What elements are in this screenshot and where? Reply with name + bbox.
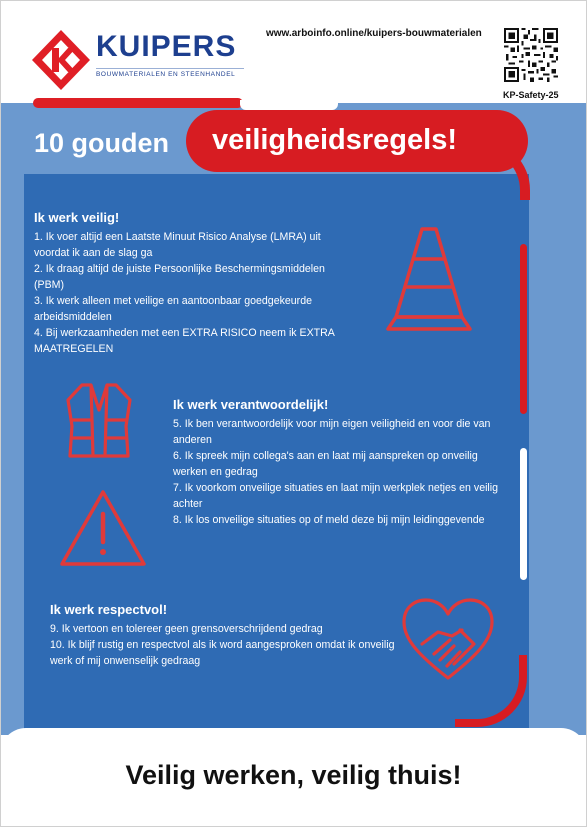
side-accent-red — [520, 244, 527, 414]
section-heading: Ik werk respectvol! — [50, 602, 168, 617]
heart-handshake-icon — [400, 596, 496, 682]
title-part1: 10 gouden — [34, 128, 170, 158]
section-respectvol — [50, 602, 405, 669]
brand-name: KUIPERS — [96, 30, 237, 63]
section-heading: Ik werk verantwoordelijk! — [173, 397, 329, 412]
rule-item: 1. Ik voer altijd een Laatste Minuut Risico Analyse (LMRA) uit voordat ik aan de slag ga — [34, 231, 321, 259]
rule-item: 3. Ik werk alleen met veilige en aantoonbaar goedgekeurde arbeidsmiddelen — [34, 295, 312, 323]
rule-item: 2. Ik draag altijd de juiste Persoonlijke Beschermingsmiddelen (PBM) — [34, 263, 325, 291]
rule-item: 9. Ik vertoon en tolereer geen grensoverschrijdend gedrag — [50, 623, 323, 635]
rule-item: 6. Ik spreek mijn collega's aan en laat mij aanspreken op onveilig werken en gedrag — [173, 450, 478, 478]
rule-item: 8. Ik los onveilige situaties op of meld deze bij mijn leidinggevende — [173, 514, 485, 526]
safety-vest-icon — [64, 382, 134, 460]
title-part2: veiligheidsregels! — [212, 124, 457, 156]
rule-item: 10. Ik blijf rustig en respectvol als ik word aangesproken omdat ik onveilig werk of mij onwenselijk gedraag — [50, 639, 395, 667]
traffic-cone-icon — [386, 225, 472, 337]
red-accent-bar — [33, 98, 243, 108]
section-veilig — [34, 210, 344, 357]
website-url[interactable]: www.arboinfo.online/kuipers-bouwmaterialen — [266, 28, 482, 39]
rule-item: 4. Bij werkzaamheden met een EXTRA RISICO neem ik EXTRA MAATREGELEN — [34, 327, 335, 355]
rule-item: 7. Ik voorkom onveilige situaties en laat mijn werkplek netjes en veilig achter — [173, 482, 499, 510]
white-accent-tab — [240, 100, 338, 110]
brand-subtitle: BOUWMATERIALEN EN STEENHANDEL — [96, 68, 244, 78]
kuipers-diamond-icon — [30, 28, 92, 92]
section-heading: Ik werk veilig! — [34, 210, 120, 225]
document-code: KP-Safety-25 — [503, 90, 559, 100]
section-verantwoordelijk — [173, 397, 513, 528]
warning-triangle-icon — [58, 488, 148, 568]
rule-item: 5. Ik ben verantwoordelijk voor mijn eigen veiligheid en voor die van anderen — [173, 418, 491, 446]
kuipers-logo — [30, 28, 255, 92]
qr-code-icon[interactable] — [504, 28, 558, 82]
side-accent-white — [520, 448, 527, 580]
slogan: Veilig werken, veilig thuis! — [125, 760, 462, 790]
